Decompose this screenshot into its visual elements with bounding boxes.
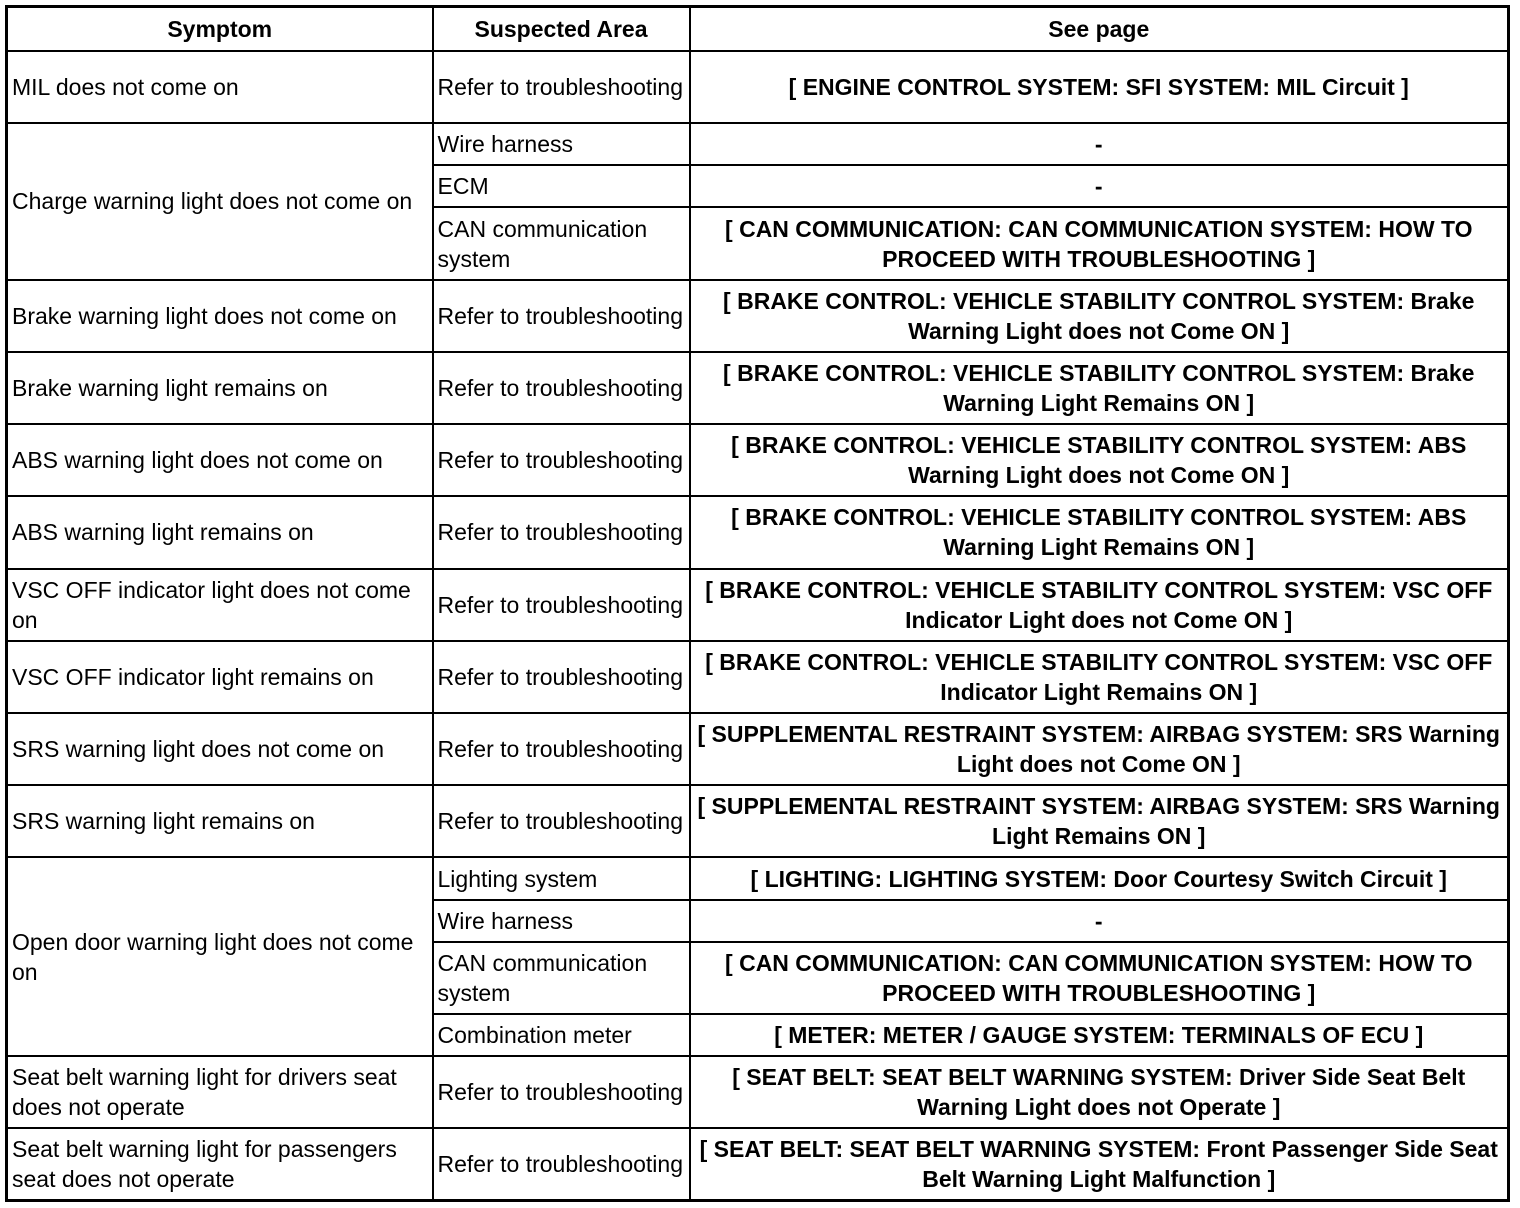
symptom-cell: MIL does not come on: [7, 51, 433, 123]
symptom-cell: Brake warning light does not come on: [7, 280, 433, 352]
symptom-cell: Seat belt warning light for drivers seat does not operate: [7, 1056, 433, 1128]
symptom-cell: Open door warning light does not come on: [7, 857, 433, 1056]
see-page-cell: [ BRAKE CONTROL: VEHICLE STABILITY CONTROL SYSTEM: ABS Warning Light Remains ON ]: [690, 496, 1509, 568]
table-row: [7, 496, 1509, 568]
table-row: [7, 1128, 1509, 1200]
symptom-cell: SRS warning light remains on: [7, 785, 433, 857]
see-page-cell: [ LIGHTING: LIGHTING SYSTEM: Door Courtesy Switch Circuit ]: [690, 857, 1509, 899]
troubleshooting-table: [5, 5, 1510, 1202]
area-cell: Wire harness: [433, 900, 690, 942]
symptom-cell: Brake warning light remains on: [7, 352, 433, 424]
see-page-cell: [ CAN COMMUNICATION: CAN COMMUNICATION SYSTEM: HOW TO PROCEED WITH TROUBLESHOOTING ]: [690, 942, 1509, 1014]
table-row: [7, 1056, 1509, 1128]
area-cell: Refer to troubleshooting: [433, 280, 690, 352]
header-row: [7, 7, 1509, 52]
see-page-cell: [ BRAKE CONTROL: VEHICLE STABILITY CONTROL SYSTEM: Brake Warning Light does not Come ON ]: [690, 280, 1509, 352]
see-page-cell: -: [690, 165, 1509, 207]
area-cell: CAN communication system: [433, 942, 690, 1014]
see-page-cell: -: [690, 900, 1509, 942]
table-row: [7, 713, 1509, 785]
see-page-cell: [ BRAKE CONTROL: VEHICLE STABILITY CONTROL SYSTEM: VSC OFF Indicator Light Remains ON ]: [690, 641, 1509, 713]
area-cell: CAN communication system: [433, 207, 690, 279]
area-cell: Refer to troubleshooting: [433, 785, 690, 857]
table-row: [7, 569, 1509, 641]
table-row: [7, 280, 1509, 352]
table-row: [7, 424, 1509, 496]
see-page-cell: [ SEAT BELT: SEAT BELT WARNING SYSTEM: Front Passenger Side Seat Belt Warning Light Malfunction ]: [690, 1128, 1509, 1200]
see-page-cell: [ SUPPLEMENTAL RESTRAINT SYSTEM: AIRBAG SYSTEM: SRS Warning Light Remains ON ]: [690, 785, 1509, 857]
area-cell: Refer to troubleshooting: [433, 569, 690, 641]
area-cell: Lighting system: [433, 857, 690, 899]
area-cell: Wire harness: [433, 123, 690, 165]
table-row: [7, 352, 1509, 424]
see-page-cell: [ ENGINE CONTROL SYSTEM: SFI SYSTEM: MIL Circuit ]: [690, 51, 1509, 123]
area-cell: ECM: [433, 165, 690, 207]
see-page-cell: [ BRAKE CONTROL: VEHICLE STABILITY CONTROL SYSTEM: ABS Warning Light does not Come ON ]: [690, 424, 1509, 496]
see-page-cell: [ BRAKE CONTROL: VEHICLE STABILITY CONTROL SYSTEM: Brake Warning Light Remains ON ]: [690, 352, 1509, 424]
table-row: [7, 123, 1509, 165]
area-cell: Refer to troubleshooting: [433, 641, 690, 713]
area-cell: Refer to troubleshooting: [433, 713, 690, 785]
header-symptom: Symptom: [7, 7, 433, 52]
table-row: [7, 857, 1509, 899]
see-page-cell: [ BRAKE CONTROL: VEHICLE STABILITY CONTROL SYSTEM: VSC OFF Indicator Light does not Come ON ]: [690, 569, 1509, 641]
symptom-cell: VSC OFF indicator light does not come on: [7, 569, 433, 641]
symptom-cell: ABS warning light does not come on: [7, 424, 433, 496]
area-cell: Combination meter: [433, 1014, 690, 1056]
see-page-cell: -: [690, 123, 1509, 165]
symptom-cell: ABS warning light remains on: [7, 496, 433, 568]
area-cell: Refer to troubleshooting: [433, 1056, 690, 1128]
see-page-cell: [ SUPPLEMENTAL RESTRAINT SYSTEM: AIRBAG SYSTEM: SRS Warning Light does not Come ON ]: [690, 713, 1509, 785]
header-see-page: See page: [690, 7, 1509, 52]
symptom-cell: Charge warning light does not come on: [7, 123, 433, 279]
table-row: [7, 641, 1509, 713]
symptom-cell: SRS warning light does not come on: [7, 713, 433, 785]
symptom-cell: VSC OFF indicator light remains on: [7, 641, 433, 713]
see-page-cell: [ SEAT BELT: SEAT BELT WARNING SYSTEM: Driver Side Seat Belt Warning Light does not Operate ]: [690, 1056, 1509, 1128]
area-cell: Refer to troubleshooting: [433, 1128, 690, 1200]
symptom-cell: Seat belt warning light for passengers seat does not operate: [7, 1128, 433, 1200]
see-page-cell: [ METER: METER / GAUGE SYSTEM: TERMINALS OF ECU ]: [690, 1014, 1509, 1056]
area-cell: Refer to troubleshooting: [433, 424, 690, 496]
area-cell: Refer to troubleshooting: [433, 352, 690, 424]
header-suspected-area: Suspected Area: [433, 7, 690, 52]
area-cell: Refer to troubleshooting: [433, 496, 690, 568]
area-cell: Refer to troubleshooting: [433, 51, 690, 123]
table-row: [7, 785, 1509, 857]
see-page-cell: [ CAN COMMUNICATION: CAN COMMUNICATION SYSTEM: HOW TO PROCEED WITH TROUBLESHOOTING ]: [690, 207, 1509, 279]
table-row: [7, 51, 1509, 123]
